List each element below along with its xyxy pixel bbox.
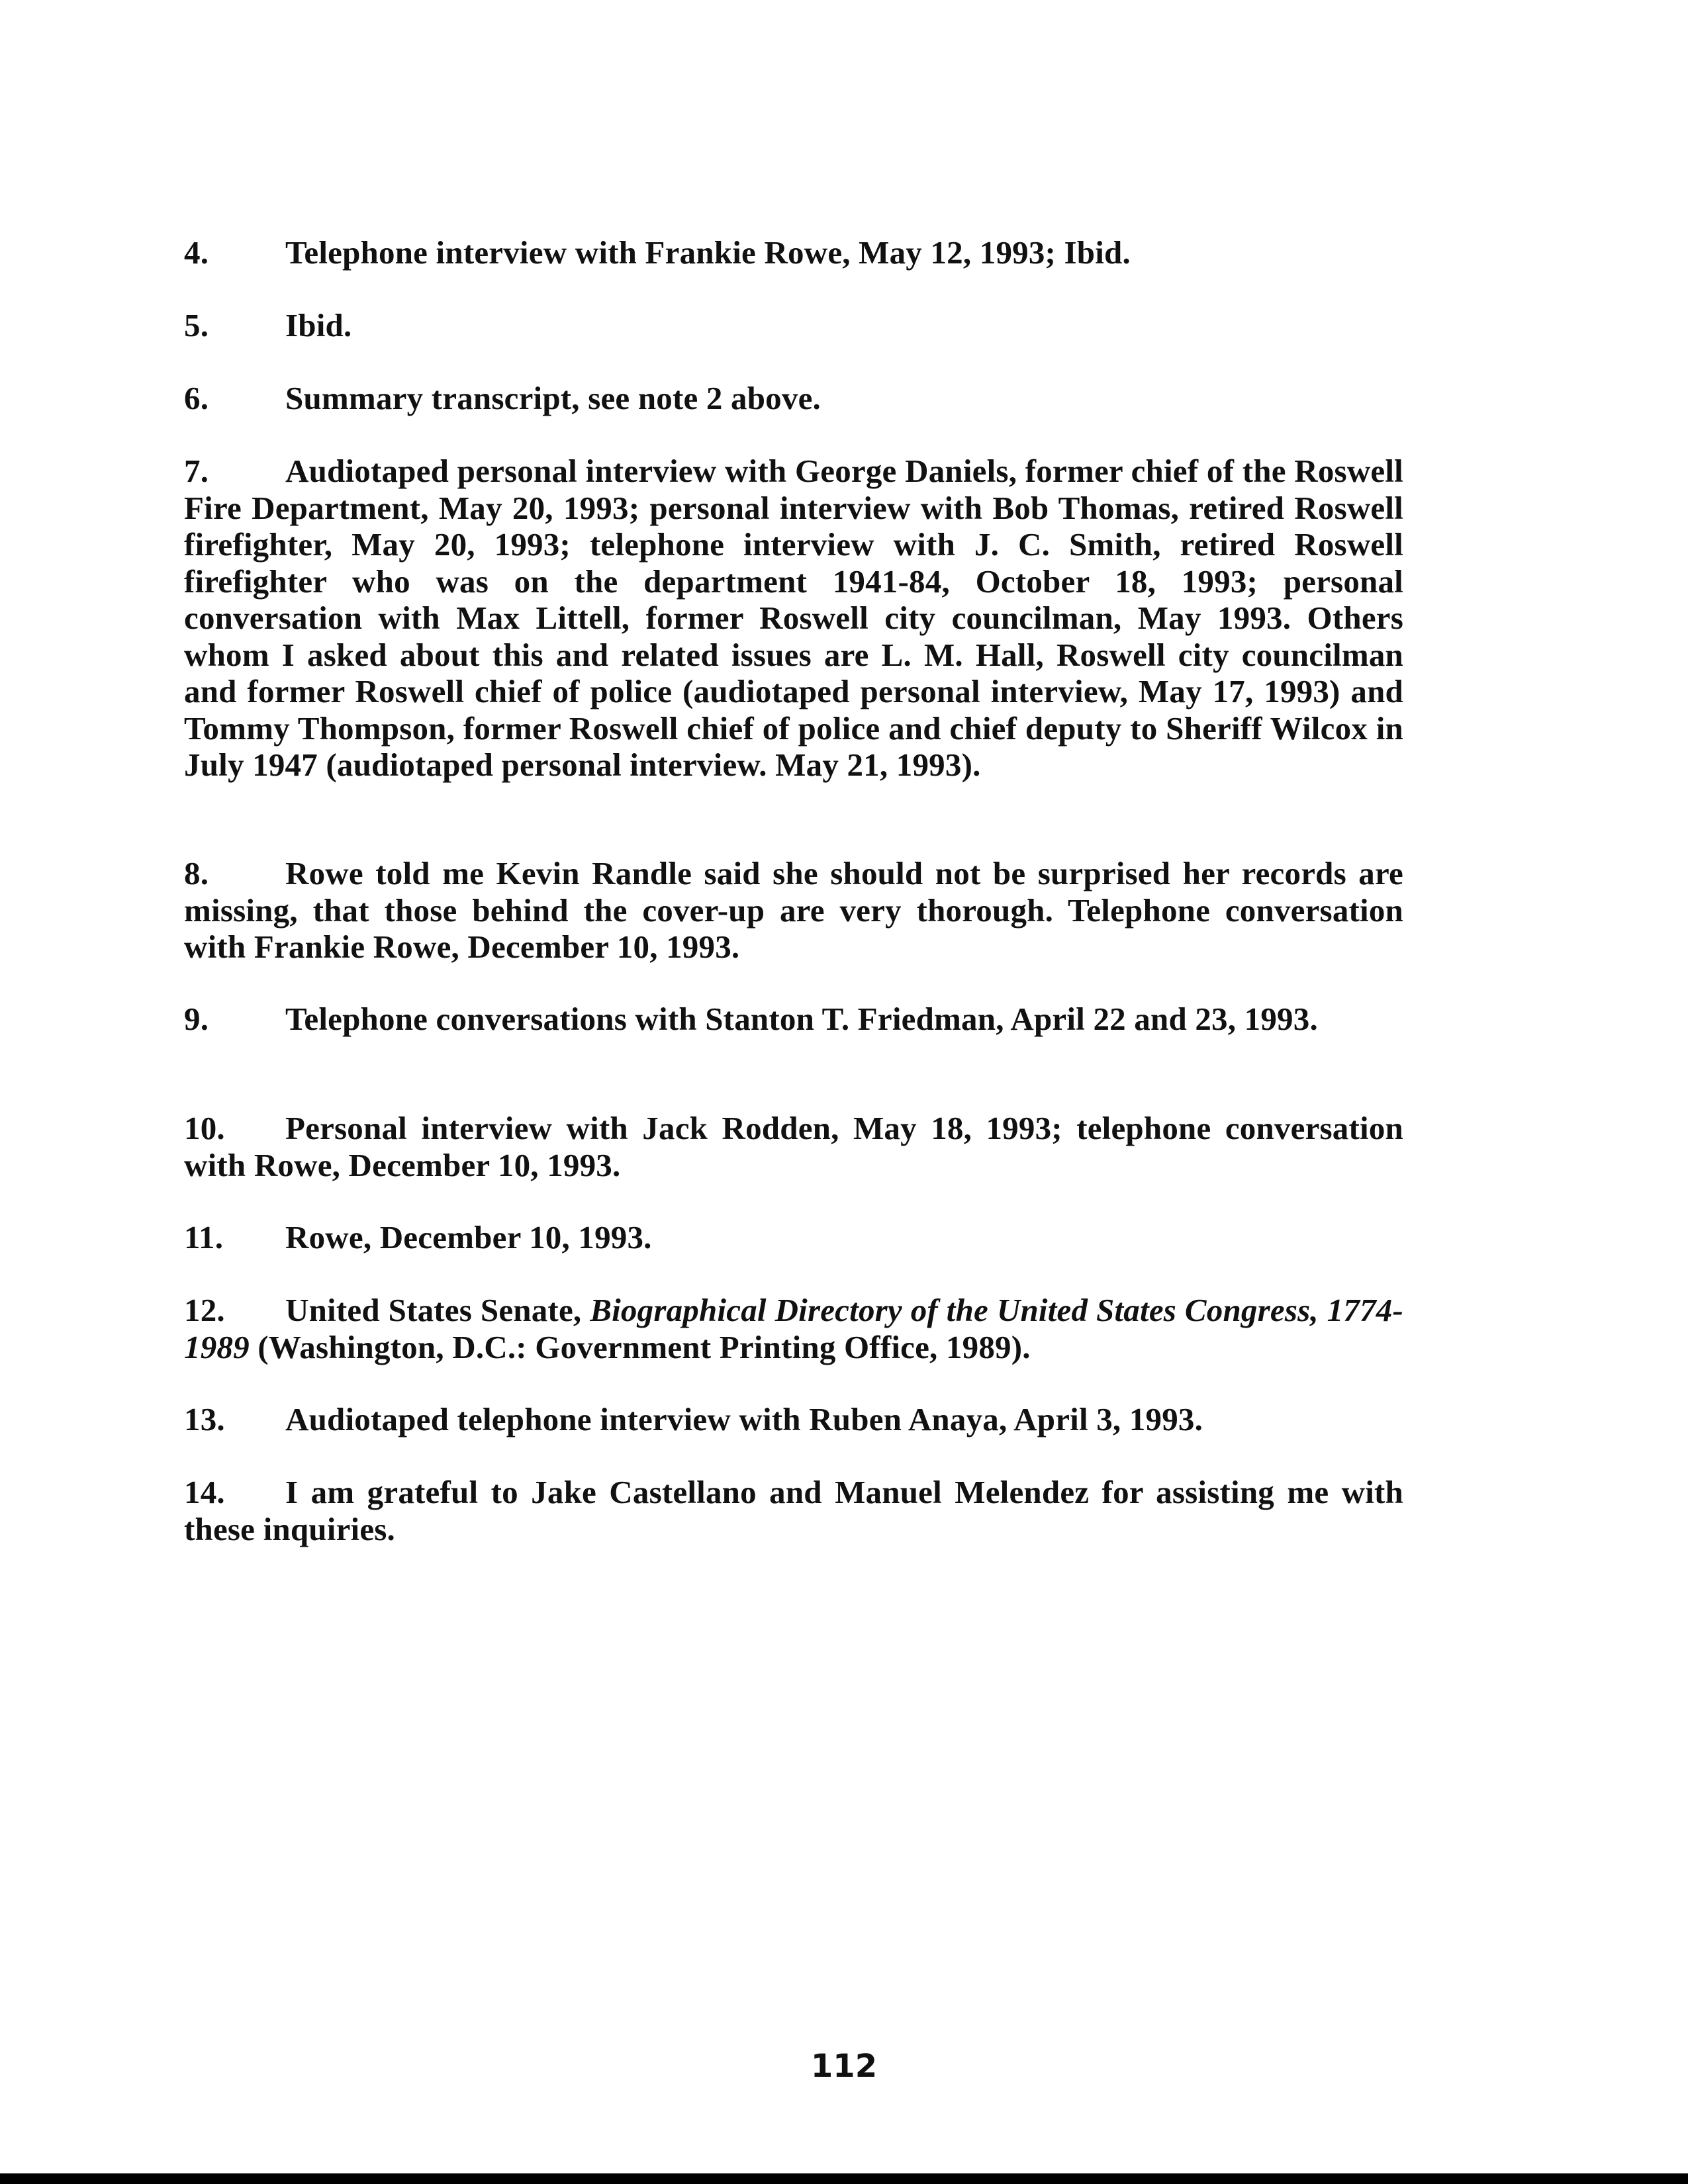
endnote-number: 9.	[184, 1001, 209, 1037]
endnote-text: Audiotaped telephone interview with Ruben Anaya, April 3, 1993.	[285, 1401, 1203, 1437]
endnote-number: 8.	[184, 855, 209, 891]
endnote-6	[184, 380, 1403, 417]
endnote-14	[184, 1474, 1403, 1547]
endnote-number: 4.	[184, 234, 209, 271]
endnote-text: Ibid.	[285, 307, 352, 343]
endnote-11	[184, 1219, 1403, 1256]
endnote-number: 14.	[184, 1474, 225, 1510]
scan-bottom-border	[0, 2173, 1688, 2184]
endnote-text-pre: United States Senate,	[285, 1292, 590, 1328]
endnote-text-post: (Washington, D.C.: Government Printing Office, 1989).	[249, 1328, 1031, 1365]
endnote-text: Personal interview with Jack Rodden, May 18, 1993; telephone conversation with Rowe, December 10, 1993.	[184, 1110, 1403, 1183]
endnote-number: 12.	[184, 1292, 225, 1328]
page-number: 112	[810, 2048, 878, 2085]
endnote-text: Audiotaped personal interview with George Daniels, former chief of the Roswell Fire Department, May 20, 1993; personal interview with Bob Thomas, retired Roswell firefighter, May 20, 1993; telephone interview with J. C. Smith, retired Roswell firefighter who was on the department 1941-84, October 18, 1993; personal conversation with Max Littell, former Roswell city councilman, May 1993. Others whom I asked about this and related issues are L. M. Hall, Roswell city councilman and former Roswell chief of police (audiotaped personal interview, May 17, 1993) and Tommy Thompson, former Roswell chief of police and chief deputy to Sheriff Wilcox in July 1947 (audiotaped personal interview. May 21, 1993).	[184, 453, 1403, 783]
endnote-text: I am grateful to Jake Castellano and Manuel Melendez for assisting me with these inquiries.	[184, 1474, 1403, 1547]
endnote-8	[184, 855, 1403, 966]
endnote-text: Summary transcript, see note 2 above.	[285, 380, 821, 416]
endnote-text: Rowe, December 10, 1993.	[285, 1219, 652, 1255]
endnote-number: 7.	[184, 453, 209, 489]
endnote-12	[184, 1292, 1403, 1365]
endnote-5	[184, 307, 1403, 344]
endnote-number: 6.	[184, 380, 209, 416]
endnote-9	[184, 1001, 1403, 1038]
endnote-13	[184, 1401, 1403, 1438]
endnote-10	[184, 1110, 1403, 1183]
endnote-number: 5.	[184, 307, 209, 343]
endnote-text: Telephone conversations with Stanton T. Friedman, April 22 and 23, 1993.	[285, 1001, 1318, 1037]
endnote-7	[184, 453, 1403, 784]
endnote-number: 10.	[184, 1110, 225, 1146]
book-title: Biographical Directory of the United States Congress, 1774-1989	[184, 1292, 1403, 1365]
endnote-number: 11.	[184, 1219, 224, 1255]
endnote-number: 13.	[184, 1401, 225, 1437]
endnote-4	[184, 234, 1403, 271]
endnote-text: Telephone interview with Frankie Rowe, May 12, 1993; Ibid.	[285, 234, 1131, 271]
endnote-text: Rowe told me Kevin Randle said she should not be surprised her records are missing, that those behind the cover-up are very thorough. Telephone conversation with Frankie Rowe, December 10, 1993.	[184, 855, 1403, 965]
